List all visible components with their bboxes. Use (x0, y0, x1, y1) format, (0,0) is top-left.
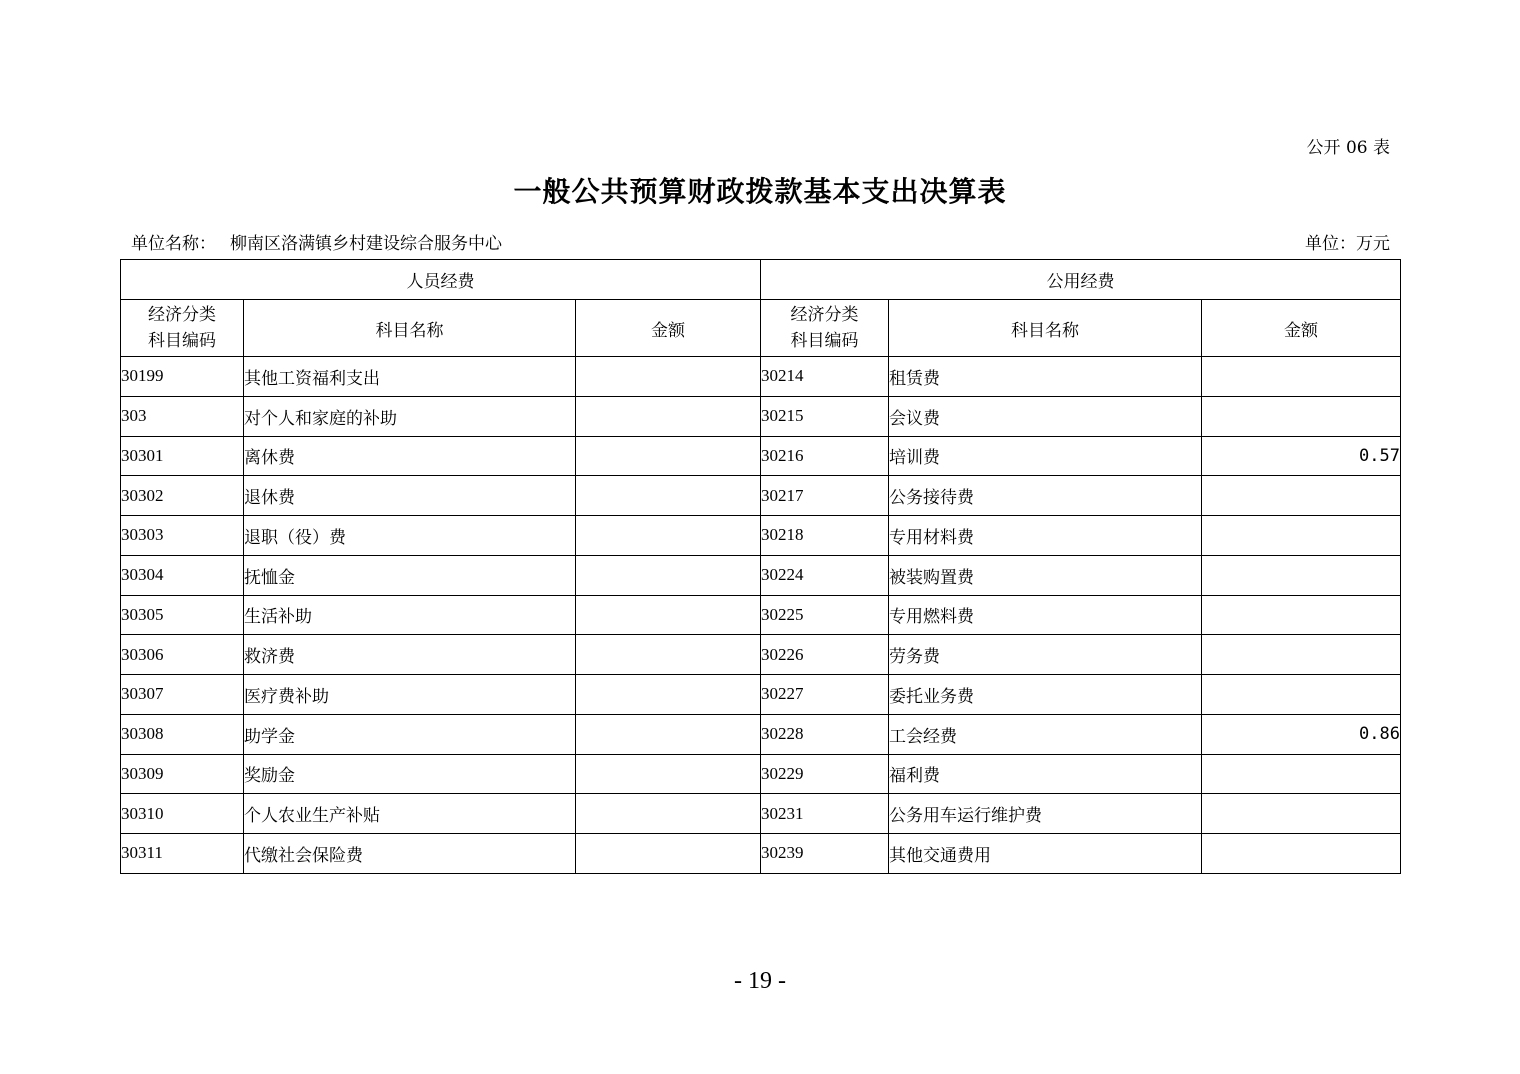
public-amount-cell (1202, 357, 1401, 397)
personnel-code-cell: 30309 (121, 754, 244, 794)
personnel-amount-cell (576, 714, 761, 754)
table-row (121, 516, 1401, 556)
public-code-cell: 30229 (761, 754, 889, 794)
personnel-code-cell: 30303 (121, 516, 244, 556)
unit-name-value: 柳南区洛满镇乡村建设综合服务中心 (230, 234, 502, 254)
personnel-name-cell: 助学金 (244, 714, 576, 754)
personnel-amount-cell (576, 754, 761, 794)
public-amount-cell: 0.57 (1202, 436, 1401, 476)
personnel-amount-cell (576, 834, 761, 874)
personnel-name-cell: 救济费 (244, 635, 576, 675)
public-name-cell: 培训费 (889, 436, 1202, 476)
personnel-amount-cell (576, 595, 761, 635)
personnel-name-cell: 退职（役）费 (244, 516, 576, 556)
header-code-line2: 科目编码 (148, 331, 216, 351)
public-name-cell: 公务用车运行维护费 (889, 794, 1202, 834)
header-code-left (121, 300, 244, 357)
personnel-name-cell: 其他工资福利支出 (244, 357, 576, 397)
page-title: 一般公共预算财政拨款基本支出决算表 (513, 175, 1007, 208)
personnel-amount-cell (576, 794, 761, 834)
personnel-name-cell: 抚恤金 (244, 555, 576, 595)
table-row (121, 714, 1401, 754)
header-name-right: 科目名称 (889, 300, 1202, 357)
personnel-code-cell: 30305 (121, 595, 244, 635)
public-code-cell: 30216 (761, 436, 889, 476)
public-amount-cell (1202, 834, 1401, 874)
public-name-cell: 专用燃料费 (889, 595, 1202, 635)
public-amount-cell (1202, 516, 1401, 556)
public-name-cell: 劳务费 (889, 635, 1202, 675)
header-amount-left: 金额 (576, 300, 761, 357)
public-amount-cell (1202, 595, 1401, 635)
table-number: 公开 06 表 (1306, 138, 1390, 158)
public-code-cell: 30226 (761, 635, 889, 675)
public-name-cell: 委托业务费 (889, 675, 1202, 715)
public-code-cell: 30225 (761, 595, 889, 635)
header-code-line2: 科目编码 (790, 331, 859, 351)
personnel-code-cell: 30308 (121, 714, 244, 754)
public-name-cell: 会议费 (889, 396, 1202, 436)
table-row (121, 357, 1401, 397)
public-code-cell: 30239 (761, 834, 889, 874)
personnel-code-cell: 30307 (121, 675, 244, 715)
public-amount-cell (1202, 754, 1401, 794)
header-code-line1: 经济分类 (148, 305, 216, 325)
public-code-cell: 30224 (761, 555, 889, 595)
public-code-cell: 30215 (761, 396, 889, 436)
expenditure-table (120, 259, 1401, 874)
public-amount-cell (1202, 555, 1401, 595)
personnel-code-cell: 30304 (121, 555, 244, 595)
table-row (121, 675, 1401, 715)
personnel-amount-cell (576, 396, 761, 436)
header-name-left: 科目名称 (244, 300, 576, 357)
personnel-amount-cell (576, 675, 761, 715)
personnel-code-cell: 30199 (121, 357, 244, 397)
public-name-cell: 公务接待费 (889, 476, 1202, 516)
table-row (121, 396, 1401, 436)
public-code-cell: 30217 (761, 476, 889, 516)
table-row (121, 595, 1401, 635)
public-name-cell: 租赁费 (889, 357, 1202, 397)
personnel-amount-cell (576, 357, 761, 397)
group-header-personnel: 人员经费 (121, 260, 761, 300)
public-name-cell: 福利费 (889, 754, 1202, 794)
public-code-cell: 30227 (761, 675, 889, 715)
personnel-amount-cell (576, 516, 761, 556)
public-amount-cell (1202, 396, 1401, 436)
personnel-amount-cell (576, 436, 761, 476)
unit-name-label: 单位名称： (131, 234, 216, 254)
page-number: - 19 - (734, 968, 786, 994)
public-code-cell: 30218 (761, 516, 889, 556)
personnel-name-cell: 退休费 (244, 476, 576, 516)
group-header-public: 公用经费 (761, 260, 1401, 300)
header-code-line1: 经济分类 (790, 305, 859, 325)
table-row (121, 476, 1401, 516)
public-amount-cell (1202, 794, 1401, 834)
personnel-name-cell: 离休费 (244, 436, 576, 476)
personnel-amount-cell (576, 635, 761, 675)
public-amount-cell (1202, 675, 1401, 715)
public-name-cell: 工会经费 (889, 714, 1202, 754)
header-code-right (761, 300, 889, 357)
public-amount-cell: 0.86 (1202, 714, 1401, 754)
personnel-code-cell: 30311 (121, 834, 244, 874)
table-row (121, 635, 1401, 675)
public-code-cell: 30231 (761, 794, 889, 834)
personnel-code-cell: 30310 (121, 794, 244, 834)
personnel-amount-cell (576, 476, 761, 516)
personnel-code-cell: 30301 (121, 436, 244, 476)
public-amount-cell (1202, 476, 1401, 516)
personnel-name-cell: 个人农业生产补贴 (244, 794, 576, 834)
table-row (121, 555, 1401, 595)
table-row (121, 436, 1401, 476)
personnel-name-cell: 代缴社会保险费 (244, 834, 576, 874)
table-row (121, 794, 1401, 834)
public-code-cell: 30214 (761, 357, 889, 397)
public-code-cell: 30228 (761, 714, 889, 754)
personnel-code-cell: 30302 (121, 476, 244, 516)
public-amount-cell (1202, 635, 1401, 675)
unit-name-line (131, 229, 502, 254)
public-name-cell: 其他交通费用 (889, 834, 1202, 874)
personnel-name-cell: 医疗费补助 (244, 675, 576, 715)
public-name-cell: 被装购置费 (889, 555, 1202, 595)
table-row (121, 834, 1401, 874)
table-row (121, 754, 1401, 794)
personnel-code-cell: 303 (121, 396, 244, 436)
currency-unit: 单位：万元 (1305, 234, 1390, 254)
personnel-name-cell: 对个人和家庭的补助 (244, 396, 576, 436)
personnel-code-cell: 30306 (121, 635, 244, 675)
personnel-name-cell: 生活补助 (244, 595, 576, 635)
public-name-cell: 专用材料费 (889, 516, 1202, 556)
header-amount-right: 金额 (1202, 300, 1401, 357)
personnel-name-cell: 奖励金 (244, 754, 576, 794)
personnel-amount-cell (576, 555, 761, 595)
